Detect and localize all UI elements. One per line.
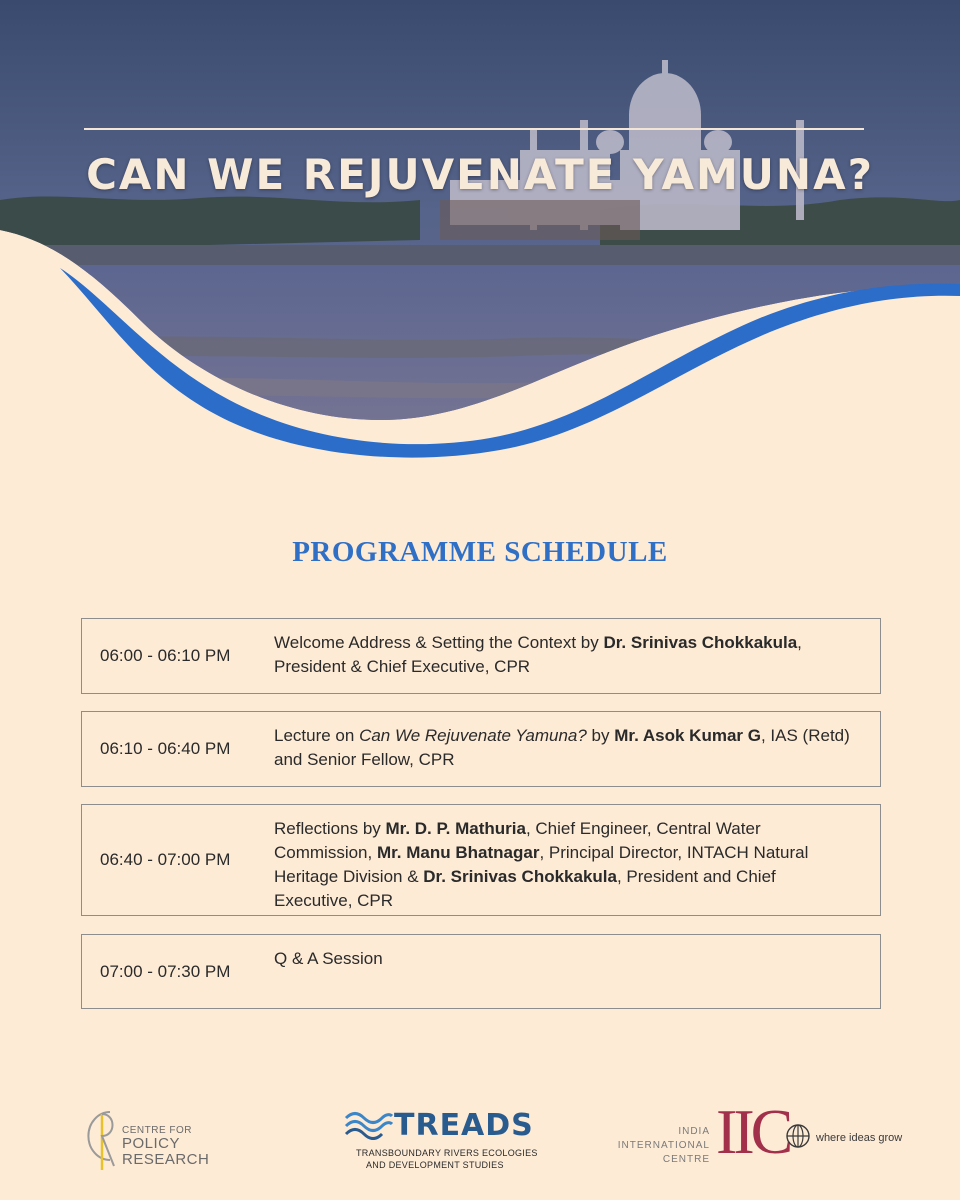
description-segment: , IAS (Retd) and Senior Fellow, CPR — [274, 726, 850, 769]
description-segment: Dr. Srinivas Chokkakula — [423, 867, 617, 886]
taj-mahal-river-photo — [0, 0, 960, 470]
description-segment: , President & Chief Executive, CPR — [274, 633, 802, 676]
iic-line-3: CENTRE — [662, 1154, 710, 1165]
schedule-heading: PROGRAMME SCHEDULE — [292, 536, 668, 568]
description-segment: , President and Chief Executive, CPR — [274, 867, 776, 910]
description-segment: Can We Rejuvenate Yamuna? — [359, 726, 587, 745]
description-segment: Q & A Session — [274, 949, 383, 968]
description-segment: Lecture on — [274, 726, 360, 745]
treads-wordmark: TREADS — [394, 1108, 534, 1143]
page-title: CAN WE REJUVENATE YAMUNA? — [86, 150, 874, 199]
cpr-logo — [80, 1100, 240, 1180]
schedule-description — [274, 947, 850, 971]
schedule-row — [81, 804, 881, 916]
treads-subtitle-1: TRANSBOUNDARY RIVERS ECOLOGIES — [356, 1148, 538, 1158]
schedule-row — [81, 934, 881, 1009]
treads-logo — [344, 1100, 538, 1180]
schedule-time: 07:00 - 07:30 PM — [100, 961, 231, 981]
description-segment: , Chief Engineer, Central Water Commission, — [274, 819, 761, 862]
schedule-description — [274, 724, 850, 772]
schedule-time: 06:00 - 06:10 PM — [100, 646, 231, 665]
description-segment: Dr. Srinivas Chokkakula — [603, 633, 798, 652]
description-segment: Mr. D. P. Mathuria — [385, 819, 526, 838]
waves-icon — [344, 1110, 394, 1140]
cpr-line-2: POLICY — [122, 1135, 181, 1152]
schedule-row — [81, 618, 881, 694]
cpr-line-3: RESEARCH — [122, 1151, 210, 1168]
cpr-mark-icon — [80, 1104, 120, 1176]
description-segment: Mr. Asok Kumar G — [614, 726, 761, 745]
schedule-time: 06:10 - 06:40 PM — [100, 739, 231, 758]
description-segment: by — [586, 726, 615, 745]
description-segment: , Principal Director, INTACH Natural Heritage Division & — [274, 843, 809, 886]
title-divider — [84, 128, 864, 130]
schedule-description — [274, 631, 850, 679]
description-segment: Mr. Manu Bhatnagar — [376, 843, 540, 862]
iic-tagline: where ideas grow — [816, 1132, 903, 1144]
globe-icon — [784, 1122, 812, 1150]
schedule-description — [274, 817, 850, 913]
schedule-time: 06:40 - 07:00 PM — [100, 850, 231, 869]
treads-subtitle-2: AND DEVELOPMENT STUDIES — [366, 1160, 504, 1170]
schedule-row — [81, 711, 881, 787]
description-segment: Welcome Address & Setting the Context by — [274, 633, 604, 652]
iic-line-2: INTERNATIONAL — [617, 1140, 710, 1151]
iic-line-1: INDIA — [678, 1126, 710, 1137]
iic-monogram: IIC — [716, 1096, 790, 1167]
hero-photo — [0, 0, 960, 470]
cpr-line-1: CENTRE FOR — [122, 1125, 192, 1136]
description-segment: Reflections by — [274, 819, 386, 838]
iic-logo — [617, 1096, 903, 1180]
